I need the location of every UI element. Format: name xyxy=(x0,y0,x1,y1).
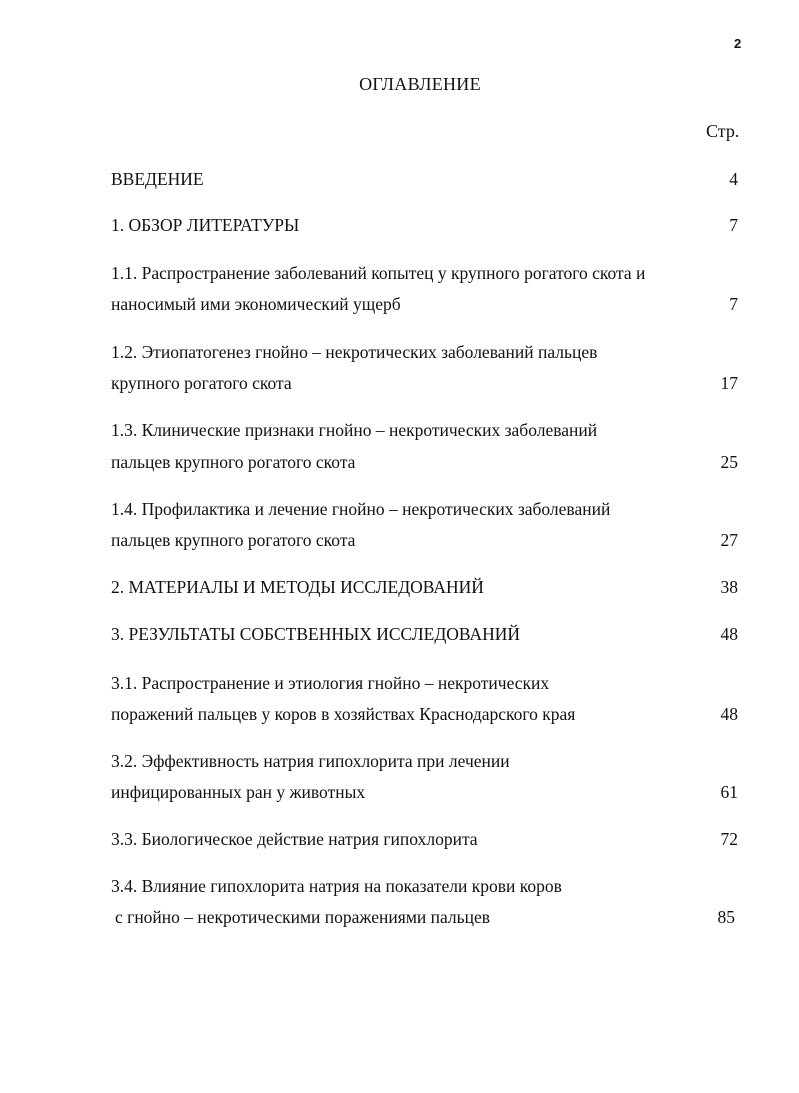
toc-entry-text: 3.3. Биологическое действие натрия гипохлорита xyxy=(111,829,478,849)
toc-entry-text: ВВЕДЕНИЕ xyxy=(111,169,204,189)
toc-entry-text: с гнойно – некротическими поражениями пальцев xyxy=(115,907,491,927)
toc-entry-page: 61 xyxy=(720,782,738,802)
toc-entry-text: крупного рогатого скота xyxy=(111,373,292,393)
toc-entry-page: 7 xyxy=(729,294,738,314)
toc-entry-text: поражений пальцев у коров в хозяйствах Краснодарского края xyxy=(111,704,576,724)
toc-entry-text: 1.3. Клинические признаки гнойно – некротических заболеваний xyxy=(111,420,598,440)
toc-entry-text: 1.1. Распространение заболеваний копытец у крупного рогатого скота и xyxy=(111,263,646,283)
toc-entry-text: инфицированных ран у животных xyxy=(111,782,366,802)
toc-entry-text: пальцев крупного рогатого скота xyxy=(111,530,356,550)
toc-entry-page: 7 xyxy=(729,215,738,235)
toc-entry-text: 3.4. Влияние гипохлорита натрия на показатели крови коров xyxy=(111,876,562,896)
toc-entry-text: 3.2. Эффективность натрия гипохлорита при лечении xyxy=(111,751,510,771)
toc-entry-page: 72 xyxy=(720,829,738,849)
toc-entry-text: 2. МАТЕРИАЛЫ И МЕТОДЫ ИССЛЕДОВАНИЙ xyxy=(111,577,484,597)
toc-entry-page: 17 xyxy=(720,373,738,393)
toc-entry-page: 27 xyxy=(720,530,738,550)
toc-title: ОГЛАВЛЕНИЕ xyxy=(359,74,481,94)
toc-entry-page: 48 xyxy=(720,624,738,644)
toc-entry-page: 48 xyxy=(720,704,738,724)
toc-entry-page: 4 xyxy=(729,169,738,189)
toc-entry-text: 3. РЕЗУЛЬТАТЫ СОБСТВЕННЫХ ИССЛЕДОВАНИЙ xyxy=(111,624,521,644)
toc-entry-page: 85 xyxy=(717,907,735,927)
toc-entry-text: 1.4. Профилактика и лечение гнойно – некротических заболеваний xyxy=(111,499,611,519)
toc-entry-text: наносимый ими экономический ущерб xyxy=(111,294,401,314)
toc-entry-page: 25 xyxy=(720,452,738,472)
toc-entry-text: 1. ОБЗОР ЛИТЕРАТУРЫ xyxy=(111,215,300,235)
page-column-header: Стр. xyxy=(706,121,740,141)
toc-entry-page: 38 xyxy=(720,577,738,597)
toc-entry-text: 1.2. Этиопатогенез гнойно – некротических заболеваний пальцев xyxy=(111,342,598,362)
toc-entry-text: пальцев крупного рогатого скота xyxy=(111,452,356,472)
toc-entry-text: 3.1. Распространение и этиология гнойно – некротических xyxy=(111,673,550,693)
page-number: 2 xyxy=(734,36,742,51)
